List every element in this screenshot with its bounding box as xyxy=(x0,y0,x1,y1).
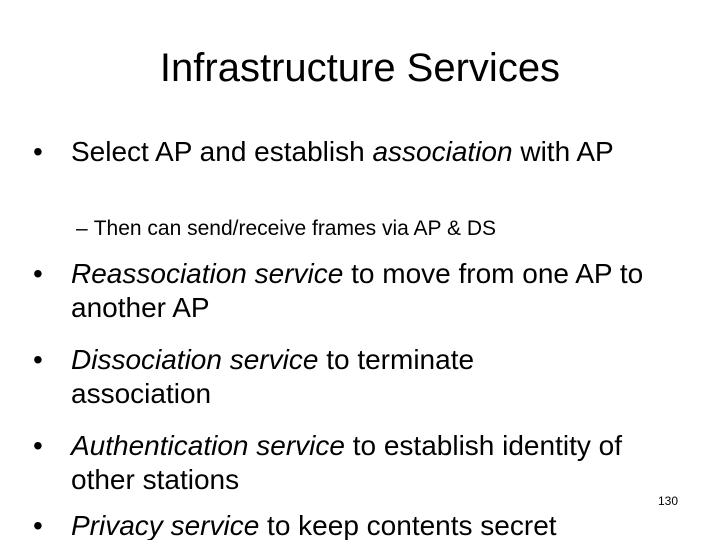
bullet-text-em: Dissociation service xyxy=(71,344,319,375)
bullet-text-em: Privacy service xyxy=(71,510,260,540)
bullet-reassociation xyxy=(33,257,653,325)
bullet-dissociation xyxy=(33,343,593,411)
bullet-dot: • xyxy=(33,430,43,461)
bullet-text-post: to move from one AP to another AP xyxy=(71,258,644,323)
bullet-text xyxy=(71,135,683,169)
bullet-text-em: Reassociation service xyxy=(71,258,344,289)
bullet-text xyxy=(71,429,693,497)
bullet-association xyxy=(33,135,683,169)
bullet-dot: • xyxy=(33,344,43,375)
sub-bullet xyxy=(76,215,496,243)
bullet-text-em: Authentication service xyxy=(71,430,345,461)
bullet-text-pre: Select AP and establish xyxy=(71,136,373,167)
bullet-dot: • xyxy=(33,258,43,289)
bullet-text xyxy=(71,343,593,411)
sub-bullet-dash: – xyxy=(76,217,88,240)
bullet-text-em: association xyxy=(372,136,513,167)
bullet-text-post: with AP xyxy=(512,136,614,167)
bullet-authentication xyxy=(33,429,693,497)
bullet-privacy xyxy=(33,509,713,540)
sub-bullet-text: Then can send/receive frames via AP & DS xyxy=(93,217,496,240)
bullet-dot: • xyxy=(33,510,43,540)
bullet-text-post: to keep contents secret xyxy=(259,510,557,540)
bullet-text xyxy=(71,509,713,540)
bullet-dot: • xyxy=(33,136,43,167)
bullet-text-post: to establish identity of other stations xyxy=(71,430,622,495)
bullet-text xyxy=(71,257,653,325)
slide-title: Infrastructure Services xyxy=(159,46,561,90)
bullet-text-post: to terminate association xyxy=(71,344,475,409)
page-number: 130 xyxy=(657,494,678,508)
